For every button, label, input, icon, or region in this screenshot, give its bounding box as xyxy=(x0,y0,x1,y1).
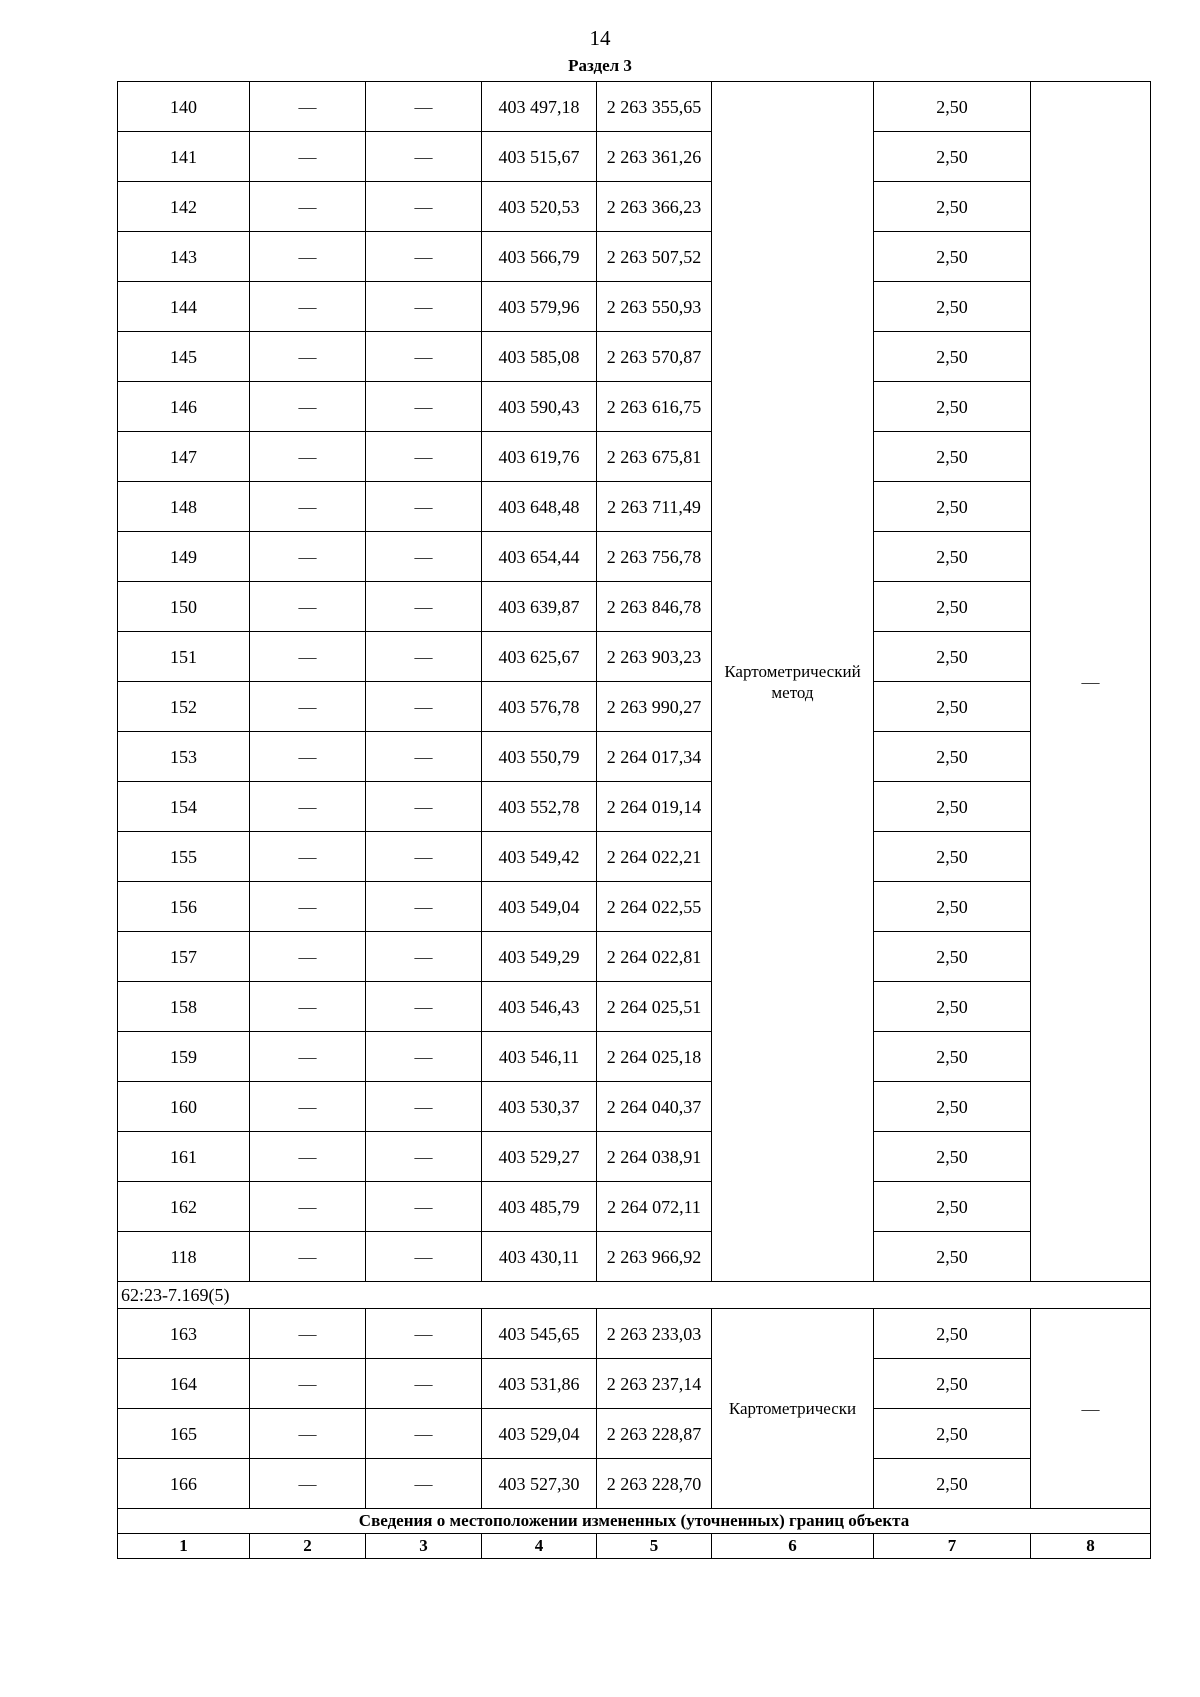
point-number: 140 xyxy=(118,82,250,132)
coord-x-cell: 403 648,48 xyxy=(482,482,597,532)
old-y-cell: — xyxy=(366,182,482,232)
old-x-cell: — xyxy=(250,1132,366,1182)
old-y-cell: — xyxy=(366,1309,482,1359)
coord-x-cell: 403 585,08 xyxy=(482,332,597,382)
accuracy-cell: 2,50 xyxy=(874,982,1031,1032)
coord-x-cell: 403 515,67 xyxy=(482,132,597,182)
method-cell: Картометрически xyxy=(712,1309,874,1509)
point-number: 164 xyxy=(118,1359,250,1409)
old-y-cell: — xyxy=(366,82,482,132)
description-cell: — xyxy=(1031,1309,1151,1509)
column-number-row xyxy=(118,1534,1151,1559)
old-y-cell: — xyxy=(366,1132,482,1182)
point-number: 147 xyxy=(118,432,250,482)
accuracy-cell: 2,50 xyxy=(874,332,1031,382)
coord-x-cell: 403 530,37 xyxy=(482,1082,597,1132)
old-y-cell: — xyxy=(366,732,482,782)
accuracy-cell: 2,50 xyxy=(874,1132,1031,1182)
coord-y-cell: 2 263 990,27 xyxy=(597,682,712,732)
old-y-cell: — xyxy=(366,1459,482,1509)
old-y-cell: — xyxy=(366,1409,482,1459)
coord-y-cell: 2 263 616,75 xyxy=(597,382,712,432)
old-x-cell: — xyxy=(250,282,366,332)
accuracy-cell: 2,50 xyxy=(874,632,1031,682)
table-row xyxy=(118,182,1151,232)
point-number: 154 xyxy=(118,782,250,832)
coordinates-table xyxy=(117,81,1151,1559)
coord-x-cell: 403 546,11 xyxy=(482,1032,597,1082)
point-number: 160 xyxy=(118,1082,250,1132)
old-x-cell: — xyxy=(250,182,366,232)
coord-y-cell: 2 263 675,81 xyxy=(597,432,712,482)
old-y-cell: — xyxy=(366,682,482,732)
old-x-cell: — xyxy=(250,382,366,432)
coord-x-cell: 403 497,18 xyxy=(482,82,597,132)
group-row xyxy=(118,1282,1151,1309)
coord-y-cell: 2 264 022,55 xyxy=(597,882,712,932)
old-x-cell: — xyxy=(250,1232,366,1282)
accuracy-cell: 2,50 xyxy=(874,382,1031,432)
description-cell: — xyxy=(1031,82,1151,1282)
old-y-cell: — xyxy=(366,382,482,432)
coord-y-cell: 2 263 756,78 xyxy=(597,532,712,582)
table-row xyxy=(118,782,1151,832)
old-x-cell: — xyxy=(250,632,366,682)
point-number: 158 xyxy=(118,982,250,1032)
coord-x-cell: 403 430,11 xyxy=(482,1232,597,1282)
accuracy-cell: 2,50 xyxy=(874,1309,1031,1359)
old-y-cell: — xyxy=(366,332,482,382)
coord-x-cell: 403 549,42 xyxy=(482,832,597,882)
point-number: 141 xyxy=(118,132,250,182)
accuracy-cell: 2,50 xyxy=(874,432,1031,482)
page-number: 14 xyxy=(589,26,611,50)
accuracy-cell: 2,50 xyxy=(874,1182,1031,1232)
table-row xyxy=(118,1459,1151,1509)
coord-x-cell: 403 579,96 xyxy=(482,282,597,332)
point-number: 148 xyxy=(118,482,250,532)
accuracy-cell: 2,50 xyxy=(874,482,1031,532)
old-y-cell: — xyxy=(366,1182,482,1232)
table-row xyxy=(118,932,1151,982)
coord-x-cell: 403 625,67 xyxy=(482,632,597,682)
point-number: 157 xyxy=(118,932,250,982)
method-cell: Картометрический метод xyxy=(712,82,874,1282)
accuracy-cell: 2,50 xyxy=(874,882,1031,932)
coord-x-cell: 403 529,27 xyxy=(482,1132,597,1182)
point-number: 151 xyxy=(118,632,250,682)
accuracy-cell: 2,50 xyxy=(874,532,1031,582)
table-row xyxy=(118,1032,1151,1082)
point-number: 142 xyxy=(118,182,250,232)
coord-y-cell: 2 263 550,93 xyxy=(597,282,712,332)
coord-y-cell: 2 263 507,52 xyxy=(597,232,712,282)
coord-y-cell: 2 264 019,14 xyxy=(597,782,712,832)
point-number: 161 xyxy=(118,1132,250,1182)
old-x-cell: — xyxy=(250,1082,366,1132)
accuracy-cell: 2,50 xyxy=(874,1232,1031,1282)
old-y-cell: — xyxy=(366,432,482,482)
table-row xyxy=(118,832,1151,882)
point-number: 165 xyxy=(118,1409,250,1459)
coord-y-cell: 2 263 228,70 xyxy=(597,1459,712,1509)
old-y-cell: — xyxy=(366,532,482,582)
accuracy-cell: 2,50 xyxy=(874,932,1031,982)
table-row xyxy=(118,1359,1151,1409)
old-x-cell: — xyxy=(250,982,366,1032)
old-x-cell: — xyxy=(250,1182,366,1232)
table-group-row-wrap xyxy=(118,1282,1151,1309)
column-number: 4 xyxy=(482,1534,597,1559)
old-x-cell: — xyxy=(250,1459,366,1509)
point-number: 150 xyxy=(118,582,250,632)
accuracy-cell: 2,50 xyxy=(874,782,1031,832)
table-row xyxy=(118,882,1151,932)
coord-x-cell: 403 485,79 xyxy=(482,1182,597,1232)
old-y-cell: — xyxy=(366,232,482,282)
old-y-cell: — xyxy=(366,982,482,1032)
coord-y-cell: 2 263 903,23 xyxy=(597,632,712,682)
old-y-cell: — xyxy=(366,482,482,532)
old-x-cell: — xyxy=(250,82,366,132)
old-x-cell: — xyxy=(250,932,366,982)
old-x-cell: — xyxy=(250,532,366,582)
point-number: 152 xyxy=(118,682,250,732)
coord-y-cell: 2 263 228,87 xyxy=(597,1409,712,1459)
coord-x-cell: 403 576,78 xyxy=(482,682,597,732)
coord-y-cell: 2 264 022,81 xyxy=(597,932,712,982)
coord-x-cell: 403 566,79 xyxy=(482,232,597,282)
old-x-cell: — xyxy=(250,1309,366,1359)
point-number: 162 xyxy=(118,1182,250,1232)
point-number: 149 xyxy=(118,532,250,582)
table-row xyxy=(118,332,1151,382)
coord-y-cell: 2 264 025,18 xyxy=(597,1032,712,1082)
old-y-cell: — xyxy=(366,1232,482,1282)
point-number: 159 xyxy=(118,1032,250,1082)
old-x-cell: — xyxy=(250,882,366,932)
accuracy-cell: 2,50 xyxy=(874,582,1031,632)
table-footer xyxy=(118,1509,1151,1559)
accuracy-cell: 2,50 xyxy=(874,732,1031,782)
coord-x-cell: 403 590,43 xyxy=(482,382,597,432)
old-y-cell: — xyxy=(366,132,482,182)
old-y-cell: — xyxy=(366,1032,482,1082)
table-row xyxy=(118,532,1151,582)
column-number: 5 xyxy=(597,1534,712,1559)
old-x-cell: — xyxy=(250,432,366,482)
coord-y-cell: 2 264 025,51 xyxy=(597,982,712,1032)
table-row xyxy=(118,282,1151,332)
caption-row xyxy=(118,1509,1151,1534)
table-row xyxy=(118,482,1151,532)
point-number: 118 xyxy=(118,1232,250,1282)
old-y-cell: — xyxy=(366,1082,482,1132)
coord-y-cell: 2 263 711,49 xyxy=(597,482,712,532)
table-row xyxy=(118,232,1151,282)
point-number: 166 xyxy=(118,1459,250,1509)
accuracy-cell: 2,50 xyxy=(874,282,1031,332)
point-number: 146 xyxy=(118,382,250,432)
coord-y-cell: 2 263 570,87 xyxy=(597,332,712,382)
point-number: 156 xyxy=(118,882,250,932)
old-y-cell: — xyxy=(366,782,482,832)
table-row xyxy=(118,132,1151,182)
old-y-cell: — xyxy=(366,582,482,632)
coord-y-cell: 2 264 072,11 xyxy=(597,1182,712,1232)
accuracy-cell: 2,50 xyxy=(874,82,1031,132)
old-x-cell: — xyxy=(250,332,366,382)
old-y-cell: — xyxy=(366,832,482,882)
table-row xyxy=(118,1309,1151,1359)
table-row xyxy=(118,1082,1151,1132)
table-caption: Сведения о местоположении измененных (уточненных) границ объекта xyxy=(118,1509,1151,1534)
old-x-cell: — xyxy=(250,582,366,632)
accuracy-cell: 2,50 xyxy=(874,182,1031,232)
accuracy-cell: 2,50 xyxy=(874,232,1031,282)
old-x-cell: — xyxy=(250,1359,366,1409)
old-y-cell: — xyxy=(366,882,482,932)
old-y-cell: — xyxy=(366,632,482,682)
point-number: 143 xyxy=(118,232,250,282)
point-number: 153 xyxy=(118,732,250,782)
accuracy-cell: 2,50 xyxy=(874,682,1031,732)
accuracy-cell: 2,50 xyxy=(874,132,1031,182)
column-number: 8 xyxy=(1031,1534,1151,1559)
table-row xyxy=(118,982,1151,1032)
table-row xyxy=(118,732,1151,782)
coord-x-cell: 403 520,53 xyxy=(482,182,597,232)
coord-y-cell: 2 263 361,26 xyxy=(597,132,712,182)
accuracy-cell: 2,50 xyxy=(874,1082,1031,1132)
column-number: 2 xyxy=(250,1534,366,1559)
accuracy-cell: 2,50 xyxy=(874,1032,1031,1082)
coord-x-cell: 403 531,86 xyxy=(482,1359,597,1409)
coord-x-cell: 403 639,87 xyxy=(482,582,597,632)
point-number: 144 xyxy=(118,282,250,332)
old-y-cell: — xyxy=(366,932,482,982)
table-row xyxy=(118,582,1151,632)
coord-x-cell: 403 550,79 xyxy=(482,732,597,782)
coord-y-cell: 2 264 017,34 xyxy=(597,732,712,782)
coord-x-cell: 403 619,76 xyxy=(482,432,597,482)
old-x-cell: — xyxy=(250,232,366,282)
point-number: 145 xyxy=(118,332,250,382)
coord-x-cell: 403 552,78 xyxy=(482,782,597,832)
old-x-cell: — xyxy=(250,132,366,182)
table-row xyxy=(118,382,1151,432)
coord-y-cell: 2 263 366,23 xyxy=(597,182,712,232)
section-title: Раздел 3 xyxy=(568,56,632,75)
coord-y-cell: 2 263 233,03 xyxy=(597,1309,712,1359)
point-number: 163 xyxy=(118,1309,250,1359)
point-number: 155 xyxy=(118,832,250,882)
table-row xyxy=(118,1409,1151,1459)
table-row xyxy=(118,1182,1151,1232)
column-number: 7 xyxy=(874,1534,1031,1559)
coord-x-cell: 403 549,29 xyxy=(482,932,597,982)
coord-y-cell: 2 264 022,21 xyxy=(597,832,712,882)
accuracy-cell: 2,50 xyxy=(874,832,1031,882)
coord-x-cell: 403 527,30 xyxy=(482,1459,597,1509)
table-row xyxy=(118,82,1151,132)
old-x-cell: — xyxy=(250,1409,366,1459)
coord-x-cell: 403 546,43 xyxy=(482,982,597,1032)
old-y-cell: — xyxy=(366,1359,482,1409)
coord-y-cell: 2 263 355,65 xyxy=(597,82,712,132)
coord-y-cell: 2 264 040,37 xyxy=(597,1082,712,1132)
old-y-cell: — xyxy=(366,282,482,332)
table-row xyxy=(118,682,1151,732)
table-body-part-2 xyxy=(118,1309,1151,1509)
accuracy-cell: 2,50 xyxy=(874,1359,1031,1409)
table-row xyxy=(118,1232,1151,1282)
old-x-cell: — xyxy=(250,682,366,732)
coord-y-cell: 2 263 237,14 xyxy=(597,1359,712,1409)
column-number: 3 xyxy=(366,1534,482,1559)
column-number: 6 xyxy=(712,1534,874,1559)
coord-y-cell: 2 264 038,91 xyxy=(597,1132,712,1182)
table-body-part-1 xyxy=(118,82,1151,1282)
old-x-cell: — xyxy=(250,482,366,532)
coord-x-cell: 403 654,44 xyxy=(482,532,597,582)
table-row xyxy=(118,432,1151,482)
coord-x-cell: 403 545,65 xyxy=(482,1309,597,1359)
coord-y-cell: 2 263 966,92 xyxy=(597,1232,712,1282)
group-label: 62:23-7.169(5) xyxy=(118,1282,1151,1309)
accuracy-cell: 2,50 xyxy=(874,1459,1031,1509)
old-x-cell: — xyxy=(250,782,366,832)
old-x-cell: — xyxy=(250,1032,366,1082)
table-row xyxy=(118,632,1151,682)
old-x-cell: — xyxy=(250,832,366,882)
coord-x-cell: 403 549,04 xyxy=(482,882,597,932)
old-x-cell: — xyxy=(250,732,366,782)
accuracy-cell: 2,50 xyxy=(874,1409,1031,1459)
coord-x-cell: 403 529,04 xyxy=(482,1409,597,1459)
table-row xyxy=(118,1132,1151,1182)
column-number: 1 xyxy=(118,1534,250,1559)
coord-y-cell: 2 263 846,78 xyxy=(597,582,712,632)
